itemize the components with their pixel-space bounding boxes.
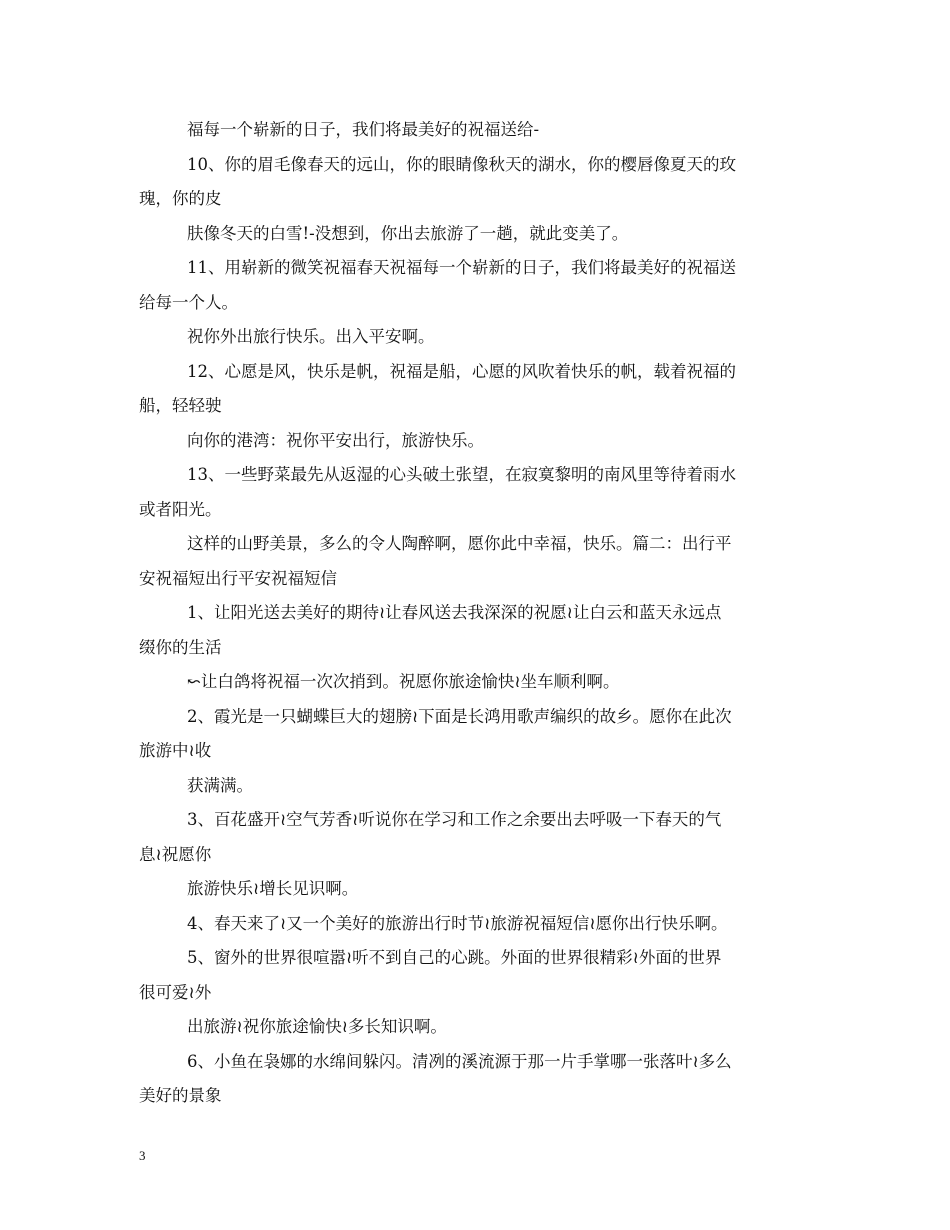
text-line: 13、一些野菜最先从返湿的心头破土张望，在寂寞黎明的南风里等待着雨水 — [187, 465, 736, 484]
page-number: 3 — [139, 1148, 146, 1163]
text-line: 瑰，你的皮 — [139, 189, 222, 208]
text-line: 12、心愿是风，快乐是帆，祝福是船，心愿的风吹着快乐的帆，载着祝福的 — [187, 361, 736, 381]
text-line: 或者阳光。 — [139, 499, 222, 519]
text-line: 息≀祝愿你 — [139, 844, 212, 864]
text-line: 旅游快乐≀增长见识啊。 — [187, 879, 359, 898]
text-line: 6、小鱼在袅娜的水绵间躲闪。清冽的溪流源于那一片手掌哪一张落叶≀多么 — [187, 1051, 732, 1071]
text-line: 船，轻轻驶 — [139, 396, 222, 415]
text-line: 这样的山野美景，多么的令人陶醉啊，愿你此中幸福，快乐。篇二：出行平 — [187, 534, 732, 553]
text-line: 给每一个人。 — [139, 292, 238, 312]
text-line: 美好的景象 — [139, 1086, 222, 1105]
text-line: 3、百花盛开≀空气芳香≀听说你在学习和工作之余要出去呼吸一下春天的气 — [187, 810, 722, 829]
text-line: 向你的港湾：祝你平安出行，旅游快乐。 — [187, 430, 484, 450]
text-line: 出旅游≀祝你旅途愉快≀多长知识啊。 — [187, 1017, 447, 1036]
text-line: 11、用崭新的微笑祝福春天祝福每一个崭新的日子，我们将最美好的祝福送 — [187, 258, 736, 277]
text-line: 祝你外出旅行快乐。出入平安啊。 — [187, 327, 435, 346]
text-line: 很可爱≀外 — [139, 982, 212, 1002]
text-line: 4、春天来了≀又一个美好的旅游出行时节≀旅游祝福短信≀愿你出行快乐啊。 — [187, 913, 728, 933]
text-line: 旅游中≀收 — [139, 741, 212, 760]
text-line: 5、窗外的世界很喧嚣≀听不到自己的心跳。外面的世界很精彩≀外面的世界 — [187, 948, 722, 967]
text-line: 缀你的生活 — [139, 637, 222, 657]
text-line: 安祝福短出行平安祝福短信 — [139, 568, 337, 588]
text-line: 1、让阳光送去美好的期待≀让春风送去我深深的祝愿≀让白云和蓝天永远点 — [187, 603, 722, 622]
text-line: 2、霞光是一只蝴蝶巨大的翅膀≀下面是长鸿用歌声编织的故乡。愿你在此次 — [187, 706, 732, 726]
body-text — [139, 113, 819, 1114]
text-line: 获满满。 — [187, 775, 253, 795]
text-line: 肤像冬天的白雪!-没想到，你出去旅游了一趟，就此变美了。 — [187, 223, 629, 243]
text-line: 10、你的眉毛像春天的远山，你的眼睛像秋天的湖水，你的樱唇像夏天的玫 — [187, 154, 736, 174]
text-line: 福每一个崭新的日子，我们将最美好的祝福送给- — [187, 120, 540, 139]
text-line: ↜让白鸽将祝福一次次捎到。祝愿你旅途愉快≀坐车顺利啊。 — [187, 672, 620, 691]
